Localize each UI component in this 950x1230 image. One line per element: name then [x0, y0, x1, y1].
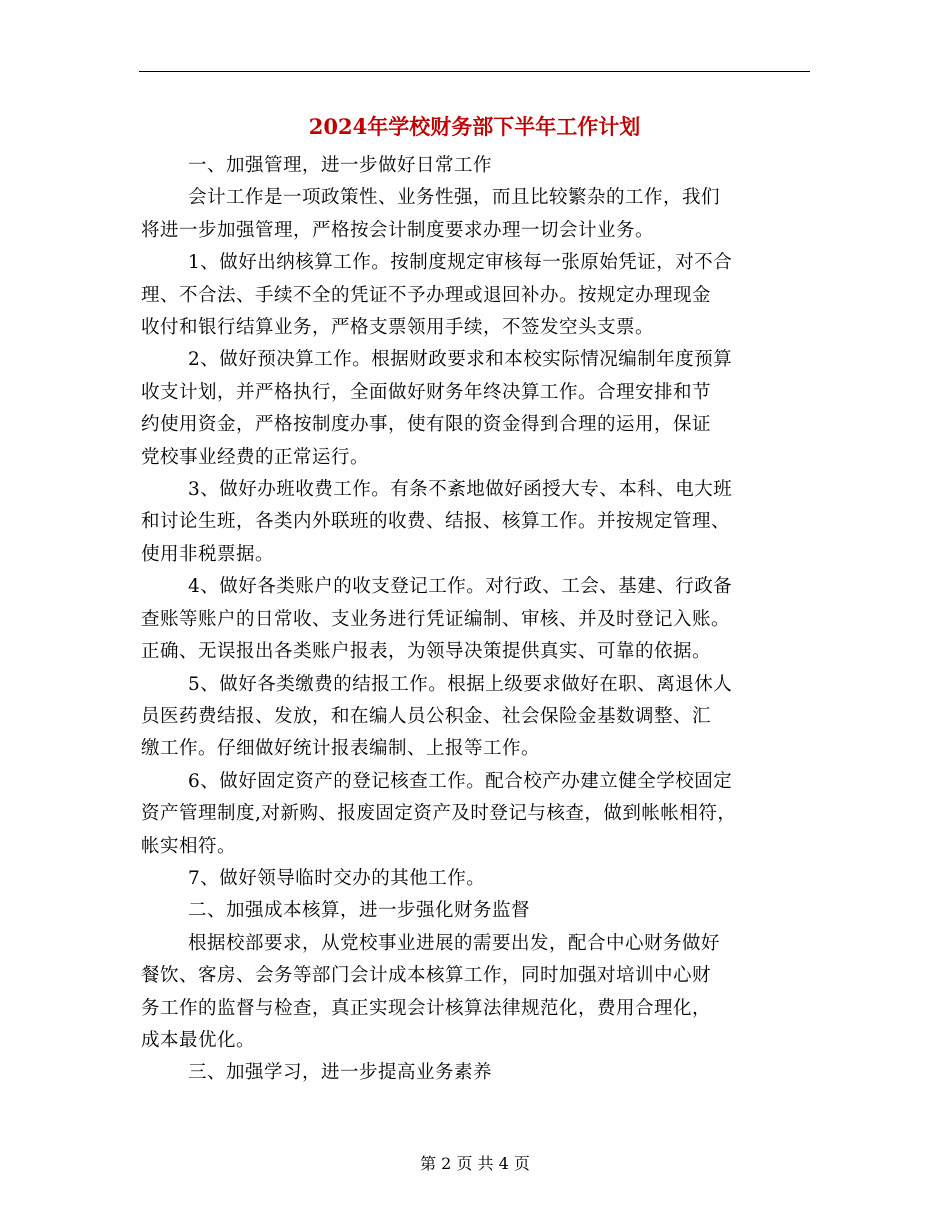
body-line: 使用非税票据。 — [141, 543, 275, 565]
body-line: 7、做好领导临时交办的其他工作。 — [188, 867, 486, 889]
body-line: 缴工作。仔细做好统计报表编制、上报等工作。 — [141, 738, 541, 760]
body-line: 1、做好出纳核算工作。按制度规定审核每一张原始凭证，对不合 — [188, 252, 733, 274]
body-line: 党校事业经费的正常运行。 — [141, 446, 370, 468]
body-line: 根据校部要求，从党校事业进展的需要出发，配合中心财务做好 — [188, 932, 721, 954]
body-line: 三、加强学习，进一步提高业务素养 — [188, 1062, 493, 1084]
body-line: 帐实相符。 — [141, 835, 237, 857]
body-line: 一、加强管理，进一步做好日常工作 — [188, 155, 493, 176]
body-line: 收支计划，并严格执行，全面做好财务年终决算工作。合理安排和节 — [141, 381, 712, 403]
body-line: 成本最优化。 — [141, 1029, 256, 1051]
body-line: 3、做好办班收费工作。有条不紊地做好函授大专、本科、电大班 — [188, 479, 733, 501]
body-line: 务工作的监督与检查，真正实现会计核算法律规范化，费用合理化， — [141, 997, 712, 1019]
body-line: 会计工作是一项政策性、业务性强，而且比较繁杂的工作，我们 — [188, 187, 721, 209]
body-line: 查账等账户的日常收、支业务进行凭证编制、审核、并及时登记入账。 — [141, 608, 731, 630]
body-line: 6、做好固定资产的登记核查工作。配合校产办建立健全学校固定 — [188, 770, 733, 792]
body-line: 餐饮、客房、会务等部门会计成本核算工作，同时加强对培训中心财 — [141, 965, 712, 987]
page-footer: 第 2 页 共 4 页 — [420, 1154, 530, 1173]
body-line: 约使用资金，严格按制度办事，使有限的资金得到合理的运用，保证 — [141, 414, 712, 436]
document-title: 2024年学校财务部下半年工作计划 — [308, 114, 641, 139]
body-line: 理、不合法、手续不全的凭证不予办理或退回补办。按规定办理现金 — [141, 284, 712, 306]
document-body — [141, 150, 810, 1090]
body-line: 正确、无误报出各类账户报表，为领导决策提供真实、可靠的依据。 — [141, 641, 712, 663]
body-line: 二、加强成本核算，进一步强化财务监督 — [188, 900, 531, 922]
body-line: 员医药费结报、发放，和在编人员公积金、社会保险金基数调整、汇 — [141, 705, 712, 727]
body-line: 资产管理制度,对新购、报废固定资产及时登记与核查，做到帐帐相符， — [141, 803, 737, 825]
body-line: 和讨论生班，各类内外联班的收费、结报、核算工作。并按规定管理、 — [141, 511, 731, 533]
body-line: 收付和银行结算业务，严格支票领用手续，不签发空头支票。 — [141, 317, 655, 339]
body-line: 2、做好预决算工作。根据财政要求和本校实际情况编制年度预算 — [188, 349, 733, 371]
header-rule — [139, 71, 810, 72]
body-line: 4、做好各类账户的收支登记工作。对行政、工会、基建、行政备 — [188, 576, 733, 598]
body-line: 5、做好各类缴费的结报工作。根据上级要求做好在职、离退休人 — [188, 673, 733, 695]
body-line: 将进一步加强管理，严格按会计制度要求办理一切会计业务。 — [141, 219, 655, 241]
